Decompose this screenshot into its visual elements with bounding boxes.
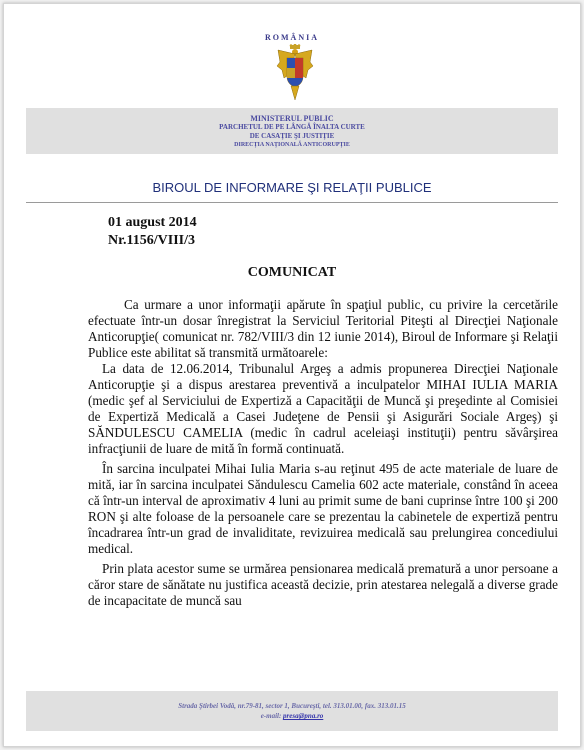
footer-email-link[interactable]: presa@pna.ro [283,712,324,720]
ministry-line-4: DIRECŢIA NAŢIONALĂ ANTICORUPŢIE [234,142,350,148]
footer-band [26,691,558,731]
document-body [88,297,558,609]
footer-email-label: e-mail: [260,712,284,720]
header-divider [26,202,558,203]
paragraph-3: În sarcina inculpatei Mihai Iulia Maria s-au reţinut 495 de acte materiale de luare de mită, iar în sarcina inculpatei Săndulescu Camelia 602 acte materiale, constând în aceea că într-un interval de aproximativ 4 luni au primit sume de bani cuprinse între 100 şi 200 RON şi alte foloase de la persoanele care se prezentau la cabinetele de expertiză pentru încadrarea într-un grad de invaliditate, revizuirea medicală sau prelungirea concediului medical. [88,461,558,556]
paragraph-1: Ca urmare a unor informaţii apărute în spaţiul public, cu privire la cercetările efectuate într-un dosar înregistrat la Serviciul Teritorial Piteşti al Direcţiei Naţionale Anticorupţie( comunicat nr. 782/VIII/3 din 12 iunie 2014), Biroul de Informare şi Relaţii Publice este abilitat să transmită următoarele: [88,297,558,360]
ministry-line-1: MINISTERUL PUBLIC [250,114,334,123]
footer-email-line [26,711,558,721]
country-name: ROMÂNIA [265,33,319,42]
ministry-header-band [26,108,558,154]
document-number: Nr.1156/VIII/3 [108,233,196,248]
footer-address: Strada Ştirbei Vodă, nr.79-81, sector 1, Bucureşti, tel. 313.01.00, fax. 313.01.15 [178,702,406,710]
document-page [3,3,581,747]
bureau-title: BIROUL DE INFORMARE ŞI RELAŢII PUBLICE [152,180,432,195]
paragraph-2: La data de 12.06.2014, Tribunalul Argeş a admis propunerea Direcţiei Naţionale Anticorupţie şi a dispus arestarea preventivă a inculpatelor MIHAI IULIA MARIA (medic şef al Serviciului de Expertiză a Capacităţii de Muncă şi preşedinte al Comisiei de Expertiză Medicală a Casei Judeţene de Pensii şi Asigurări Sociale Argeş) şi SĂNDULESCU CAMELIA (medic în cadrul aceleiaşi instituţii) pentru săvârşirea infracţiunii de luare de mită în formă continuată. [88,361,558,456]
document-date-block [108,214,197,250]
paragraph-4: Prin plata acestor sume se urmărea pensionarea medicală prematură a unor persoane a căror stare de sănătate nu justifica această decizie, prin atestarea nelegală a diverse grade de incapacitate de muncă sau [88,561,558,608]
ministry-line-2: PARCHETUL DE PE LÂNGĂ ÎNALTA CURTE [219,123,365,131]
document-date: 01 august 2014 [108,215,197,230]
coat-of-arms-icon [276,44,314,102]
ministry-line-3: DE CASAŢIE ŞI JUSTIŢIE [249,132,335,140]
document-title: COMUNICAT [247,265,337,280]
